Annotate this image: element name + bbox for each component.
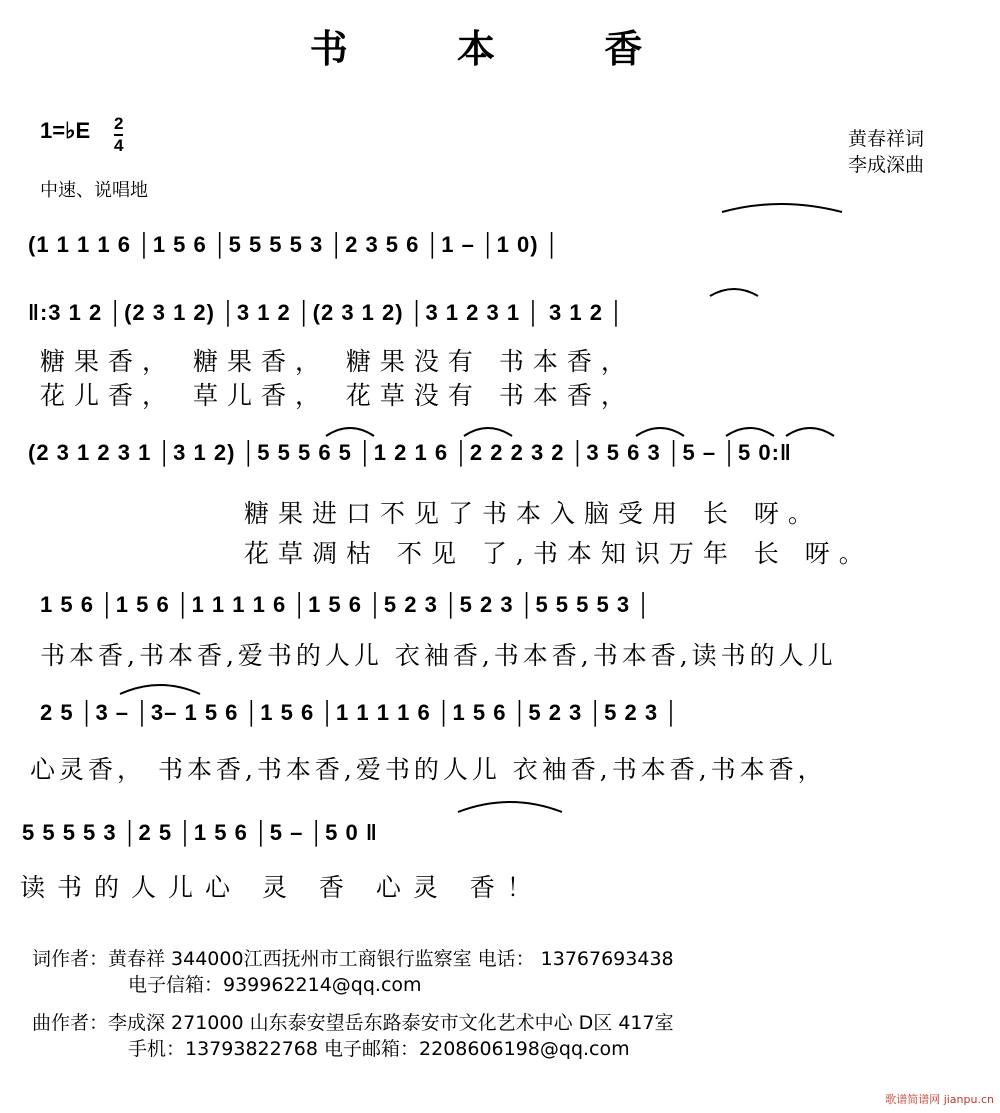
lyric-row-2-verse-1: 糖果香， 糖果香， 糖果没有 书本香， [40,347,635,376]
time-signature-bottom: 4 [114,136,124,155]
tie-mark [786,428,834,436]
notation-row-5: 2 5 │3 – │3– 1 5 6 │1 5 6 │1 1 1 1 6 │1 5 6 │5 2 3 │5 2 3 │ [40,700,680,725]
lyric-row-3-verse-2: 花草凋枯 不见 了,书本知识万年 长 呀。 [244,539,873,568]
composer-info: 曲作者：李成深 271000 山东泰安望岳东路泰安市文化艺术中心 D区 417室 [32,1012,674,1034]
time-signature-top: 2 [114,114,124,133]
song-title: 书 本 香 [309,26,691,71]
tie-mark [464,428,512,436]
lyric-row-4: 书本香,书本香,爱书的人儿 衣袖香,书本香,书本香,读书的人儿 [40,641,837,670]
lyric-row-3-verse-1: 糖果进口不见了书本入脑受用 长 呀。 [244,499,822,528]
tempo-marking: 中速、说唱地 [40,180,148,201]
notation-row-3: (2 3 1 2 3 1 │3 1 2) │5 5 5 6 5 │1 2 1 6 │2 2 2 3 2 │3 5 6 3 │5 – │5 0:‖ [28,440,792,465]
lyricist-credit: 黄春祥词 [848,128,925,150]
key-signature: 1=♭E [40,118,91,143]
notation-row-2: ‖:3 1 2 │(2 3 1 2) │3 1 2 │(2 3 1 2) │3 1 2 3 1 │ 3 1 2 │ [28,300,625,325]
composer-credit: 李成深曲 [848,154,925,176]
tie-mark [458,802,562,812]
lyricist-info: 词作者：黄春祥 344000江西抚州市工商银行监察室 电话： 13767693438 [32,948,674,970]
tie-mark [120,685,200,694]
site-watermark: 歌谱简谱网 jianpu.cn [885,1093,994,1106]
tie-mark [722,204,842,212]
notation-row-1: (1 1 1 1 6 │1 5 6 │5 5 5 5 3 │2 3 5 6 │1 – │1 0) │ [28,232,561,257]
lyric-row-2-verse-2: 花儿香， 草儿香， 花草没有 书本香， [40,381,635,410]
notation-row-4: 1 5 6 │1 5 6 │1 1 1 1 6 │1 5 6 │5 2 3 │5 2 3 │5 5 5 5 3 │ [40,592,652,617]
tie-mark [726,428,774,436]
lyric-row-6: 读书的人儿心 灵 香 心灵 香！ [20,873,544,902]
lyricist-email: 电子信箱：939962214@qq.com [128,974,422,996]
lyric-row-5: 心灵香， 书本香,书本香,爱书的人儿 衣袖香,书本香,书本香， [30,755,827,784]
notation-row-6: 5 5 5 5 3 │2 5 │1 5 6 │5 – │5 0 ‖ [22,820,378,845]
tie-mark [710,289,758,296]
composer-contact: 手机：13793822768 电子邮箱：2208606198@qq.com [128,1038,630,1060]
tie-mark [326,428,374,436]
tie-mark [636,428,684,436]
